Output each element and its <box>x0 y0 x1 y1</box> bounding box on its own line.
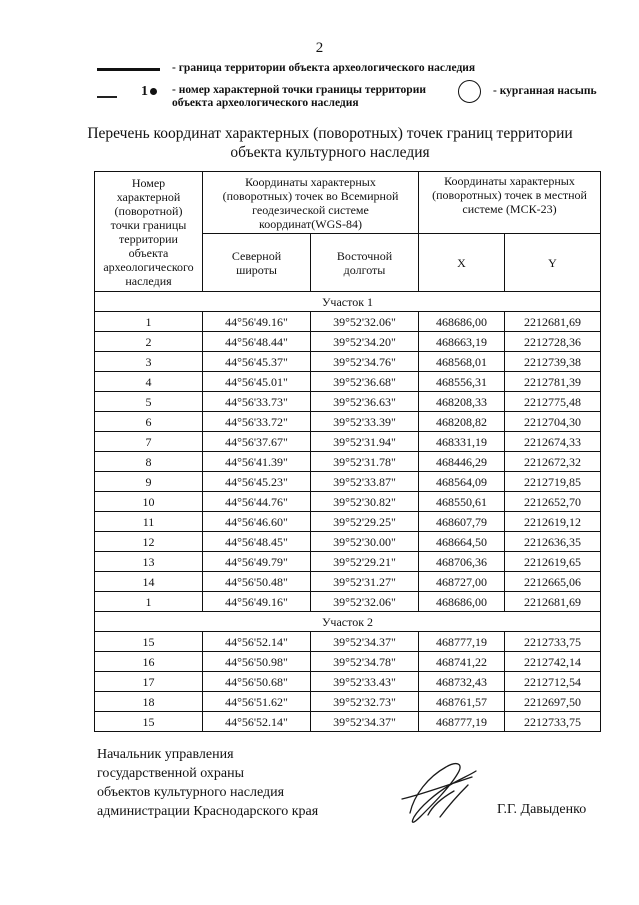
cell-longitude: 39°52'33.87" <box>311 472 419 492</box>
table-row <box>95 512 601 532</box>
signature-position-line: администрации Краснодарского края <box>97 804 319 819</box>
point-number-symbol-digit: 1 <box>141 84 148 99</box>
table-row <box>95 432 601 452</box>
cell-point-number: 11 <box>95 512 203 532</box>
header-east: Восточной долготы <box>311 234 419 292</box>
header-north: Северной широты <box>203 234 311 292</box>
header-y: Y <box>505 234 601 292</box>
cell-y: 2212704,30 <box>505 412 601 432</box>
coordinates-table <box>94 171 601 732</box>
table-row <box>95 652 601 672</box>
table-row <box>95 592 601 612</box>
section-title: Участок 2 <box>95 612 601 632</box>
cell-x: 468686,00 <box>419 312 505 332</box>
signature-position-line: объектов культурного наследия <box>97 785 285 800</box>
cell-y: 2212674,33 <box>505 432 601 452</box>
cell-x: 468686,00 <box>419 592 505 612</box>
cell-longitude: 39°52'33.43" <box>311 672 419 692</box>
cell-longitude: 39°52'30.00" <box>311 532 419 552</box>
table-row <box>95 412 601 432</box>
header-x: X <box>419 234 505 292</box>
document-title <box>60 124 600 162</box>
cell-longitude: 39°52'36.68" <box>311 372 419 392</box>
cell-x: 468607,79 <box>419 512 505 532</box>
cell-x: 468564,09 <box>419 472 505 492</box>
cell-y: 2212672,32 <box>505 452 601 472</box>
header-local-group: Координаты характерных (поворотных) точек в местной системе (МСК-23) <box>419 172 601 234</box>
table-row <box>95 672 601 692</box>
handwritten-signature <box>380 755 490 835</box>
cell-longitude: 39°52'32.06" <box>311 592 419 612</box>
mound-circle-icon <box>458 80 481 103</box>
cell-x: 468732,43 <box>419 672 505 692</box>
cell-latitude: 44°56'46.60" <box>203 512 311 532</box>
cell-y: 2212739,38 <box>505 352 601 372</box>
cell-x: 468706,36 <box>419 552 505 572</box>
cell-latitude: 44°56'50.68" <box>203 672 311 692</box>
cell-longitude: 39°52'31.27" <box>311 572 419 592</box>
legend-point-label-line1: - номер характерной точки границы территории <box>172 84 426 96</box>
legend-mound-label: - курганная насыпь <box>493 85 597 97</box>
cell-point-number: 15 <box>95 712 203 732</box>
table-row <box>95 352 601 372</box>
cell-point-number: 9 <box>95 472 203 492</box>
cell-y: 2212719,85 <box>505 472 601 492</box>
legend-point-label <box>172 84 452 110</box>
cell-latitude: 44°56'33.73" <box>203 392 311 412</box>
table-row <box>95 572 601 592</box>
legend-point-label-line2: объекта археологического наследия <box>172 97 359 109</box>
cell-point-number: 7 <box>95 432 203 452</box>
cell-y: 2212619,12 <box>505 512 601 532</box>
table-row <box>95 632 601 652</box>
cell-y: 2212681,69 <box>505 312 601 332</box>
cell-longitude: 39°52'36.63" <box>311 392 419 412</box>
cell-latitude: 44°56'52.14" <box>203 632 311 652</box>
cell-point-number: 18 <box>95 692 203 712</box>
cell-y: 2212733,75 <box>505 712 601 732</box>
table-row <box>95 532 601 552</box>
cell-latitude: 44°56'50.98" <box>203 652 311 672</box>
cell-y: 2212681,69 <box>505 592 601 612</box>
signature-position-line: Начальник управления <box>97 747 234 762</box>
header-wgs-group: Координаты характерных (поворотных) точек во Всемирной геодезической системе координат(WGS-84) <box>203 172 419 234</box>
cell-point-number: 6 <box>95 412 203 432</box>
table-row <box>95 692 601 712</box>
cell-point-number: 3 <box>95 352 203 372</box>
cell-point-number: 16 <box>95 652 203 672</box>
cell-x: 468664,50 <box>419 532 505 552</box>
cell-longitude: 39°52'34.37" <box>311 712 419 732</box>
cell-latitude: 44°56'48.45" <box>203 532 311 552</box>
cell-x: 468741,22 <box>419 652 505 672</box>
cell-y: 2212742,14 <box>505 652 601 672</box>
section-title: Участок 1 <box>95 292 601 312</box>
cell-longitude: 39°52'33.39" <box>311 412 419 432</box>
cell-longitude: 39°52'34.20" <box>311 332 419 352</box>
signer-name: Г.Г. Давыденко <box>497 802 587 817</box>
signature-position-line: государственной охраны <box>97 766 245 781</box>
cell-point-number: 1 <box>95 592 203 612</box>
section-row <box>95 292 601 312</box>
cell-latitude: 44°56'37.67" <box>203 432 311 452</box>
cell-latitude: 44°56'49.16" <box>203 312 311 332</box>
cell-longitude: 39°52'34.76" <box>311 352 419 372</box>
cell-latitude: 44°56'33.72" <box>203 412 311 432</box>
cell-longitude: 39°52'29.21" <box>311 552 419 572</box>
document-title-line2: объекта культурного наследия <box>230 144 430 161</box>
coordinates-table-body <box>95 292 601 732</box>
cell-y: 2212636,35 <box>505 532 601 552</box>
cell-x: 468777,19 <box>419 632 505 652</box>
cell-point-number: 14 <box>95 572 203 592</box>
cell-latitude: 44°56'49.16" <box>203 592 311 612</box>
cell-point-number: 10 <box>95 492 203 512</box>
table-row <box>95 472 601 492</box>
cell-point-number: 15 <box>95 632 203 652</box>
point-number-symbol <box>141 84 157 100</box>
cell-latitude: 44°56'50.48" <box>203 572 311 592</box>
cell-latitude: 44°56'51.62" <box>203 692 311 712</box>
cell-y: 2212697,50 <box>505 692 601 712</box>
legend-mark <box>97 96 117 98</box>
legend-boundary-label: - граница территории объекта археологического наследия <box>172 62 476 74</box>
table-row <box>95 312 601 332</box>
cell-x: 468727,00 <box>419 572 505 592</box>
cell-longitude: 39°52'34.78" <box>311 652 419 672</box>
cell-y: 2212733,75 <box>505 632 601 652</box>
table-row <box>95 452 601 472</box>
cell-x: 468777,19 <box>419 712 505 732</box>
page-number: 2 <box>315 40 324 56</box>
cell-y: 2212728,36 <box>505 332 601 352</box>
cell-y: 2212712,54 <box>505 672 601 692</box>
cell-x: 468208,82 <box>419 412 505 432</box>
section-row <box>95 612 601 632</box>
cell-y: 2212665,06 <box>505 572 601 592</box>
signature-position <box>97 745 318 821</box>
table-row <box>95 392 601 412</box>
cell-point-number: 12 <box>95 532 203 552</box>
table-row <box>95 552 601 572</box>
cell-point-number: 8 <box>95 452 203 472</box>
cell-point-number: 2 <box>95 332 203 352</box>
cell-x: 468761,57 <box>419 692 505 712</box>
cell-point-number: 13 <box>95 552 203 572</box>
cell-point-number: 17 <box>95 672 203 692</box>
cell-y: 2212781,39 <box>505 372 601 392</box>
cell-latitude: 44°56'41.39" <box>203 452 311 472</box>
document-title-line1: Перечень координат характерных (поворотных) точек границ территории <box>87 125 573 142</box>
table-row <box>95 372 601 392</box>
cell-x: 468550,61 <box>419 492 505 512</box>
cell-x: 468568,01 <box>419 352 505 372</box>
table-row <box>95 492 601 512</box>
cell-latitude: 44°56'45.37" <box>203 352 311 372</box>
cell-longitude: 39°52'32.73" <box>311 692 419 712</box>
cell-longitude: 39°52'32.06" <box>311 312 419 332</box>
cell-longitude: 39°52'29.25" <box>311 512 419 532</box>
cell-x: 468663,19 <box>419 332 505 352</box>
cell-x: 468446,29 <box>419 452 505 472</box>
table-row <box>95 712 601 732</box>
header-point-number: Номер характерной (поворотной) точки границы территории объекта археологического наследия <box>95 172 203 292</box>
cell-longitude: 39°52'31.94" <box>311 432 419 452</box>
cell-latitude: 44°56'52.14" <box>203 712 311 732</box>
cell-longitude: 39°52'30.82" <box>311 492 419 512</box>
cell-longitude: 39°52'34.37" <box>311 632 419 652</box>
cell-point-number: 1 <box>95 312 203 332</box>
cell-y: 2212775,48 <box>505 392 601 412</box>
cell-latitude: 44°56'45.01" <box>203 372 311 392</box>
table-row <box>95 332 601 352</box>
cell-latitude: 44°56'44.76" <box>203 492 311 512</box>
cell-y: 2212619,65 <box>505 552 601 572</box>
cell-latitude: 44°56'49.79" <box>203 552 311 572</box>
cell-x: 468208,33 <box>419 392 505 412</box>
cell-longitude: 39°52'31.78" <box>311 452 419 472</box>
cell-latitude: 44°56'48.44" <box>203 332 311 352</box>
cell-x: 468556,31 <box>419 372 505 392</box>
point-dot-icon <box>150 88 157 95</box>
cell-y: 2212652,70 <box>505 492 601 512</box>
cell-x: 468331,19 <box>419 432 505 452</box>
cell-latitude: 44°56'45.23" <box>203 472 311 492</box>
boundary-line-symbol <box>97 68 160 71</box>
cell-point-number: 4 <box>95 372 203 392</box>
cell-point-number: 5 <box>95 392 203 412</box>
